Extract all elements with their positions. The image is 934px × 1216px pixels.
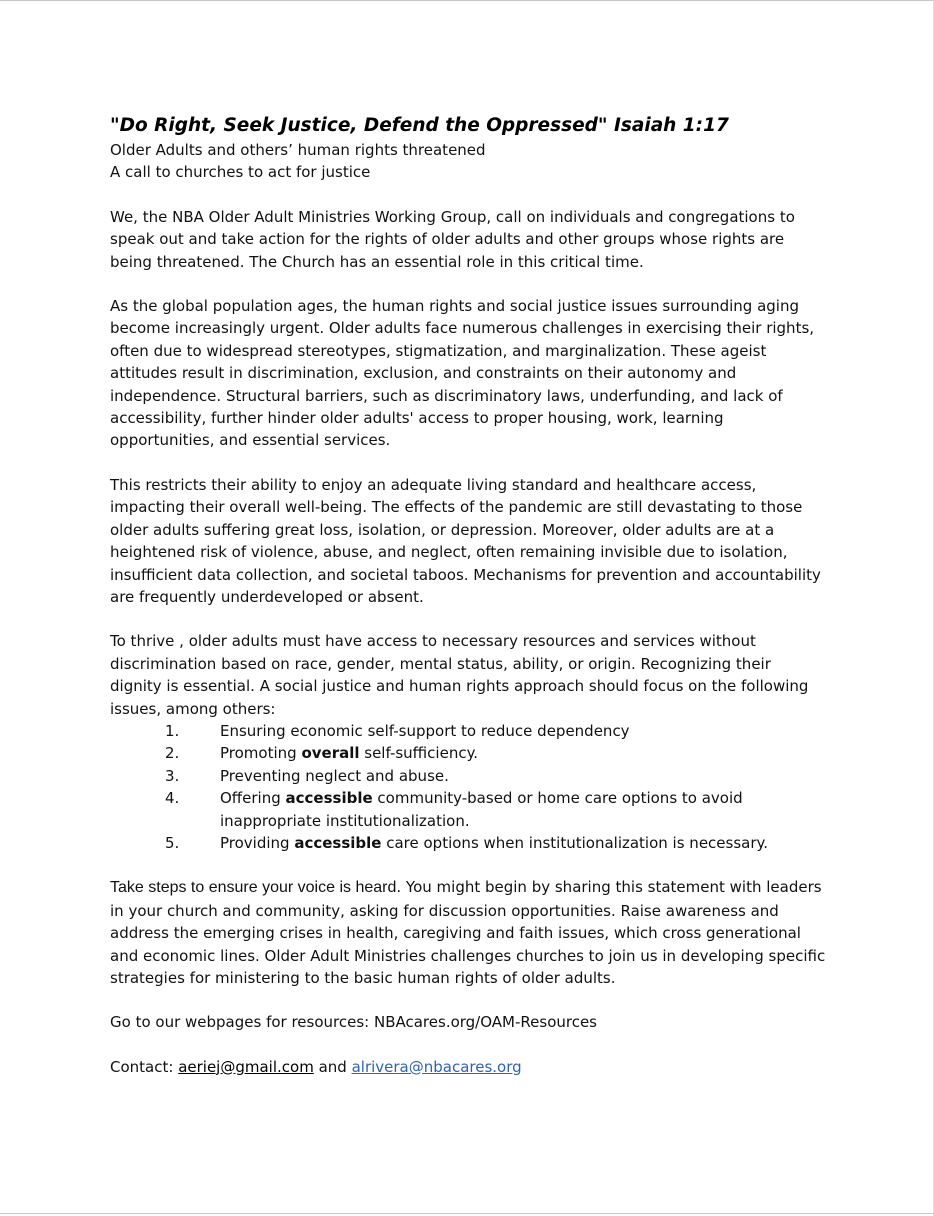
list-item	[110, 832, 826, 854]
contact-email-aeriej[interactable]: aeriej@gmail.com	[178, 1057, 314, 1076]
list-text: Providing	[220, 833, 295, 852]
list-bold-text: overall	[301, 744, 360, 763]
contact-label: Contact:	[110, 1057, 179, 1076]
paragraph-to-thrive: To thrive , older adults must have access to necessary resources and services without discrimination based on race, gender, mental status, ability, or origin. Recognizing their dignity is essential. A social justice and human rights approach should focus on the following issues, among others:	[110, 632, 809, 718]
list-text-end: care options when institutionalization is necessary.	[381, 833, 769, 852]
list-item	[110, 765, 826, 787]
list-number: 5.	[165, 833, 180, 852]
subtitle-call-to-churches: A call to churches to act for justice	[110, 163, 371, 182]
contact-and: and	[313, 1057, 352, 1076]
list-text: Ensuring economic self-support to reduce dependency	[220, 721, 630, 740]
list-number: 2.	[165, 744, 180, 763]
take-steps-text: . You might begin by sharing this statement with leaders in your church and community, asking for discussion opportunities. Raise awareness and address the emerging crises in health, caregiving and faith issues, which cross generational and economic lines. Older Adult Ministries challenges churches to join us in developing specific strategies for ministering to the basic human rights of older adults.	[110, 878, 826, 987]
contact-email-alrivera[interactable]: alrivera@nbacares.org	[351, 1057, 522, 1076]
list-text: Promoting	[220, 744, 302, 763]
list-bold-text: accessible	[285, 789, 373, 808]
list-item	[110, 720, 826, 742]
list-text: Preventing neglect and abuse.	[220, 766, 449, 785]
paragraph-take-steps	[110, 876, 826, 989]
list-number: 3.	[165, 766, 180, 785]
subtitle-human-rights: Older Adults and others’ human rights threatened	[110, 141, 486, 159]
list-item	[110, 787, 826, 832]
paragraph-global-aging: As the global population ages, the human rights and social justice issues surrounding aging become increasingly urgent. Older adults face numerous challenges in exercising their rights, often due to widespread stereotypes, stigmatization, and marginalization. These ageist attitudes result in discrimination, exclusion, and constraints on their autonomy and independence. Structural barriers, such as discriminatory laws, underfunding, and lack of accessibility, further hinder older adults' access to proper housing, work, learning opportunities, and essential services.	[110, 297, 815, 450]
issues-list	[110, 720, 826, 854]
list-text: Offering	[220, 789, 286, 808]
list-number: 4.	[165, 789, 180, 808]
list-bold-text: accessible	[294, 833, 382, 852]
take-steps-lead-in: Take steps to ensure your voice is heard	[110, 879, 397, 897]
contact-line	[110, 1056, 826, 1078]
paragraph-restrictions: This restricts their ability to enjoy an adequate living standard and healthcare access, impacting their overall well-being. The effects of the pandemic are still devastating to those older adults suffering great loss, isolation, or depression. Moreover, older adults are at a heightened risk of violence, abuse, and neglect, often remaining invisible due to isolation, insufficient data collection, and societal taboos. Mechanisms for prevention and accountability are frequently underdeveloped or absent.	[110, 475, 821, 606]
document-body	[110, 113, 826, 1078]
page-bottom-edge	[0, 1213, 934, 1214]
document-title: "Do Right, Seek Justice, Defend the Oppressed" Isaiah 1:17	[110, 115, 729, 136]
list-text-end: community-based or home care options to avoid inappropriate institutionalization.	[220, 789, 743, 830]
list-item	[110, 742, 826, 764]
list-number: 1.	[165, 721, 180, 740]
paragraph-intro: We, the NBA Older Adult Ministries Working Group, call on individuals and congregations to speak out and take action for the rights of older adults and other groups whose rights are being threatened. The Church has an essential role in this critical time.	[110, 207, 795, 271]
resources-line: Go to our webpages for resources: NBAcares.org/OAM-Resources	[110, 1013, 598, 1032]
list-text-end: self-sufficiency.	[359, 744, 479, 763]
page-top-edge	[0, 0, 934, 1]
